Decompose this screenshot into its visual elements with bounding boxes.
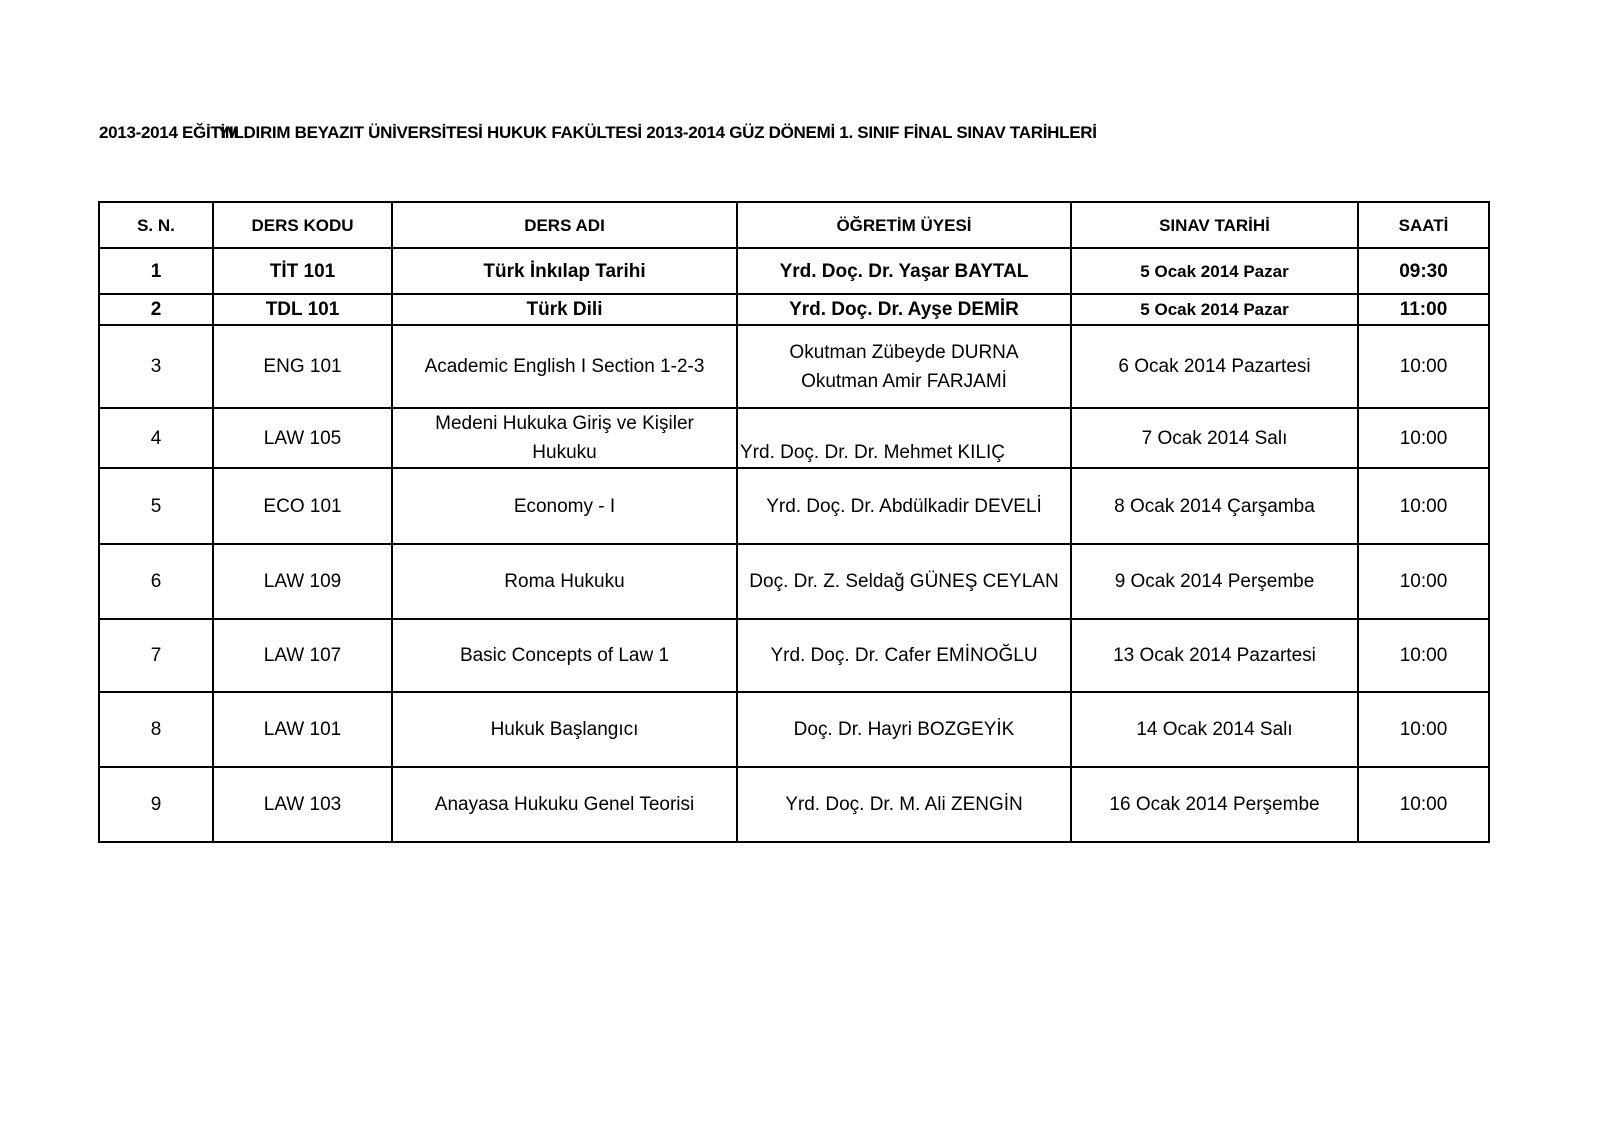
cell-course-name: Basic Concepts of Law 1 (392, 619, 737, 692)
cell-course-code: ENG 101 (213, 325, 392, 408)
cell-course-code: LAW 105 (213, 408, 392, 468)
header-lecturer: ÖĞRETİM ÜYESİ (737, 202, 1071, 248)
cell-time: 10:00 (1358, 544, 1489, 619)
cell-course-name (392, 408, 737, 468)
cell-course-code: LAW 109 (213, 544, 392, 619)
cell-time: 09:30 (1358, 248, 1489, 294)
cell-exam-date: 13 Ocak 2014 Pazartesi (1071, 619, 1358, 692)
cell-course-name: Anayasa Hukuku Genel Teorisi (392, 767, 737, 842)
header-sn: S. N. (99, 202, 213, 248)
cell-exam-date: 6 Ocak 2014 Pazartesi (1071, 325, 1358, 408)
cell-course-code: TİT 101 (213, 248, 392, 294)
table-row (99, 468, 1489, 544)
cell-lecturer (737, 325, 1071, 408)
cell-lecturer: Yrd. Doç. Dr. M. Ali ZENGİN (737, 767, 1071, 842)
page-title-main: YILDIRIM BEYAZIT ÜNİVERSİTESİ HUKUK FAKÜLTESİ 2013-2014 GÜZ DÖNEMİ 1. SINIF FİNAL SINAV TARİHLERİ (218, 123, 1097, 142)
cell-lecturer: Doç. Dr. Z. Seldağ GÜNEŞ CEYLAN (737, 544, 1071, 619)
cell-exam-date: 8 Ocak 2014 Çarşamba (1071, 468, 1358, 544)
cell-course-name-line-1: Medeni Hukuka Giriş ve Kişiler (435, 413, 694, 434)
cell-lecturer: Yrd. Doç. Dr. Dr. Mehmet KILIÇ (737, 408, 1071, 468)
cell-lecturer-line-2: Okutman Amir FARJAMİ (801, 370, 1007, 392)
cell-sn: 4 (99, 408, 213, 468)
cell-lecturer: Yrd. Doç. Dr. Ayşe DEMİR (737, 294, 1071, 325)
cell-course-code: LAW 107 (213, 619, 392, 692)
cell-sn: 3 (99, 325, 213, 408)
table-row (99, 294, 1489, 325)
cell-time: 10:00 (1358, 619, 1489, 692)
cell-sn: 7 (99, 619, 213, 692)
cell-lecturer-line-1: Okutman Zübeyde DURNA (789, 341, 1019, 363)
cell-lecturer: Doç. Dr. Hayri BOZGEYİK (737, 692, 1071, 767)
table-row (99, 619, 1489, 692)
table-row (99, 544, 1489, 619)
cell-time: 10:00 (1358, 767, 1489, 842)
cell-time: 10:00 (1358, 408, 1489, 468)
cell-exam-date: 7 Ocak 2014 Salı (1071, 408, 1358, 468)
cell-sn: 5 (99, 468, 213, 544)
header-exam-date: SINAV TARİHİ (1071, 202, 1358, 248)
header-time: SAATİ (1358, 202, 1489, 248)
cell-exam-date: 14 Ocak 2014 Salı (1071, 692, 1358, 767)
page-title-prefix: 2013-2014 EĞİTİM (99, 123, 239, 142)
cell-sn: 2 (99, 294, 213, 325)
table-row (99, 692, 1489, 767)
cell-course-name-line-2: Hukuku (532, 442, 597, 463)
cell-time: 10:00 (1358, 468, 1489, 544)
cell-course-name: Hukuk Başlangıcı (392, 692, 737, 767)
cell-exam-date: 16 Ocak 2014 Perşembe (1071, 767, 1358, 842)
cell-course-code: ECO 101 (213, 468, 392, 544)
cell-sn: 8 (99, 692, 213, 767)
cell-course-name: Türk Dili (392, 294, 737, 325)
cell-course-code: TDL 101 (213, 294, 392, 325)
cell-exam-date: 9 Ocak 2014 Perşembe (1071, 544, 1358, 619)
page-title (99, 123, 1499, 147)
cell-course-name: Academic English I Section 1-2-3 (392, 325, 737, 408)
cell-time: 10:00 (1358, 325, 1489, 408)
cell-time: 10:00 (1358, 692, 1489, 767)
cell-course-name: Roma Hukuku (392, 544, 737, 619)
header-course-name: DERS ADI (392, 202, 737, 248)
cell-course-name: Economy - I (392, 468, 737, 544)
cell-time: 11:00 (1358, 294, 1489, 325)
table-row (99, 408, 1489, 468)
table-row (99, 248, 1489, 294)
cell-course-name: Türk İnkılap Tarihi (392, 248, 737, 294)
table-row (99, 767, 1489, 842)
header-course-code: DERS KODU (213, 202, 392, 248)
exam-schedule-table (98, 201, 1490, 843)
cell-course-code: LAW 101 (213, 692, 392, 767)
table-header-row (99, 202, 1489, 248)
cell-lecturer: Yrd. Doç. Dr. Abdülkadir DEVELİ (737, 468, 1071, 544)
cell-sn: 9 (99, 767, 213, 842)
cell-exam-date: 5 Ocak 2014 Pazar (1071, 248, 1358, 294)
cell-exam-date: 5 Ocak 2014 Pazar (1071, 294, 1358, 325)
cell-lecturer: Yrd. Doç. Dr. Cafer EMİNOĞLU (737, 619, 1071, 692)
cell-sn: 6 (99, 544, 213, 619)
table-row (99, 325, 1489, 408)
cell-sn: 1 (99, 248, 213, 294)
cell-lecturer: Yrd. Doç. Dr. Yaşar BAYTAL (737, 248, 1071, 294)
cell-course-code: LAW 103 (213, 767, 392, 842)
